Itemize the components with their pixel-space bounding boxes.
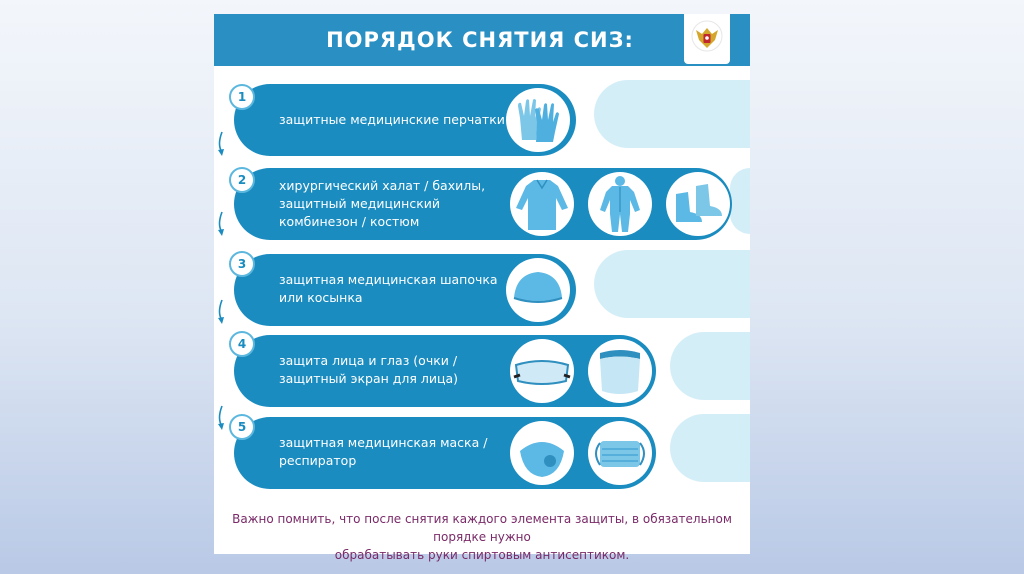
step-1-arrow <box>216 132 224 158</box>
respirator-icon <box>510 421 574 485</box>
step-4-text: защита лица и глаз (очки / защитный экран для лица) <box>279 353 459 386</box>
step-2-text: хирургический халат / бахилы, защитный медицинский комбинезон / костюм <box>279 178 486 229</box>
step-2-number: 2 <box>229 167 255 193</box>
step-1-text: защитные медицинские перчатки <box>279 112 505 127</box>
step-3-arrow <box>216 300 224 326</box>
step-1-number: 1 <box>229 84 255 110</box>
step-3-pill <box>234 254 576 326</box>
face-shield-icon <box>588 339 652 403</box>
step-2-light-band <box>730 168 750 234</box>
step-4-arrow <box>216 406 224 432</box>
step-2-pill <box>234 168 732 240</box>
important-note <box>230 510 734 564</box>
coat-of-arms-icon <box>684 14 730 64</box>
surgical-gown-icon <box>510 172 574 236</box>
gloves-icon <box>506 88 570 152</box>
face-mask-icon <box>588 421 652 485</box>
step-5-pill <box>234 417 656 489</box>
step-5-number: 5 <box>229 414 255 440</box>
step-1-light-band <box>594 80 750 148</box>
coverall-suit-icon <box>588 172 652 236</box>
note-line-2: обрабатывать руки спиртовым антисептиком. <box>334 548 630 562</box>
step-5-light-band <box>670 414 750 482</box>
step-4-light-band <box>670 332 750 400</box>
page-title: ПОРЯДОК СНЯТИЯ СИЗ: <box>326 28 634 52</box>
step-4-pill <box>234 335 656 407</box>
goggles-icon <box>510 339 574 403</box>
note-line-1: Важно помнить, что после снятия каждого элемента защиты, в обязательном порядке нужно <box>232 512 732 544</box>
step-3-light-band <box>594 250 750 318</box>
step-3-number: 3 <box>229 251 255 277</box>
shoe-covers-icon <box>666 172 730 236</box>
step-4-number: 4 <box>229 331 255 357</box>
step-1-pill <box>234 84 576 156</box>
header-bar <box>214 14 750 66</box>
step-5-text: защитная медицинская маска / респиратор <box>279 435 488 468</box>
infographic-card <box>214 14 750 562</box>
step-2-arrow <box>216 212 224 238</box>
medical-cap-icon <box>506 258 570 322</box>
step-3-text: защитная медицинская шапочка или косынка <box>279 272 498 305</box>
